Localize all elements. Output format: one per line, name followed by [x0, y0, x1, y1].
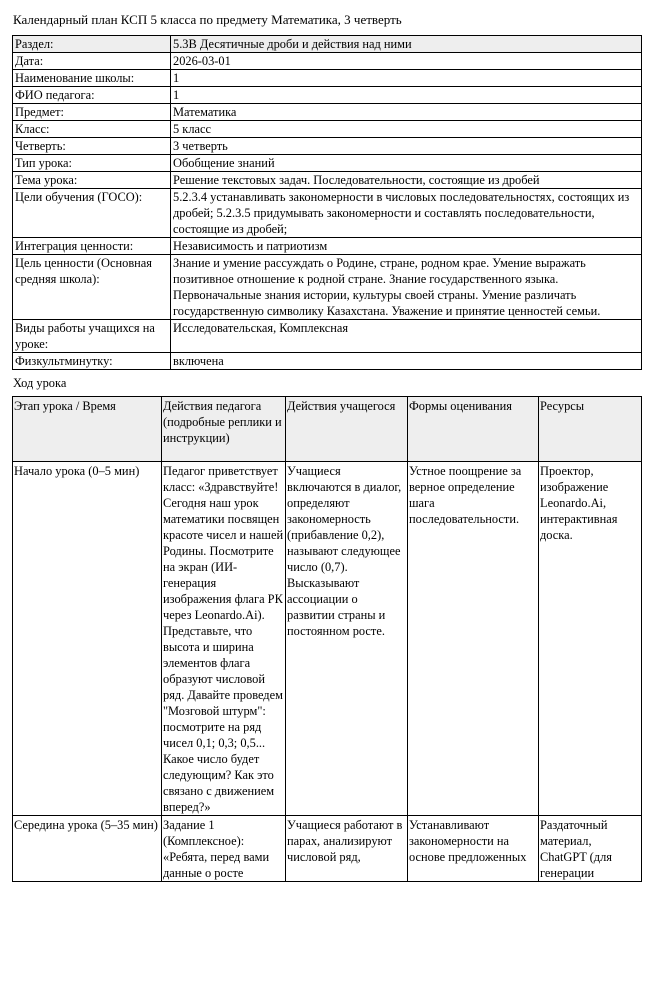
- info-value: Независимость и патриотизм: [171, 238, 642, 255]
- info-value: Исследовательская, Комплексная: [171, 320, 642, 353]
- info-row-lesson-type: [13, 155, 642, 172]
- info-row-quarter: [13, 138, 642, 155]
- info-value: 1: [171, 87, 642, 104]
- info-label: Виды работы учащихся на уроке:: [13, 320, 171, 353]
- info-row-teacher: [13, 87, 642, 104]
- info-label: Тема урока:: [13, 172, 171, 189]
- lesson-row-middle: [13, 816, 642, 882]
- lesson-flow-heading: Ход урока: [13, 376, 67, 390]
- student-actions-cell: Учащиеся включаются в диалог, определяют закономерность (прибавление 0,2), называют следующее число (0,7). Высказывают ассоциации о развитии страны и постоянном росте.: [286, 462, 408, 816]
- info-row-school: [13, 70, 642, 87]
- info-value: 5.3В Десятичные дроби и действия над ними: [171, 36, 642, 53]
- info-value: Обобщение знаний: [171, 155, 642, 172]
- info-value: Математика: [171, 104, 642, 121]
- teacher-actions-cell: Педагог приветствует класс: «Здравствуйте! Сегодня наш урок математики посвящен красоте чисел и нашей Родины. Посмотрите на экран (ИИ-генерация изображения флага РК через Leonardo.Ai). Представьте, что высота и ширина элементов флага образуют числовой ряд. Давайте проведем "Мозговой штурм": посмотрите на ряд чисел 0,1; 0,3; 0,5... Какое число будет следующим? Как это связано с движением вперед?»: [162, 462, 286, 816]
- stage-cell: Начало урока (0–5 мин): [13, 462, 162, 816]
- info-value: 3 четверть: [171, 138, 642, 155]
- lesson-table-header: [13, 397, 642, 462]
- lesson-flow-table: [12, 396, 642, 882]
- info-value: 1: [171, 70, 642, 87]
- info-row-grade: [13, 121, 642, 138]
- info-label: Раздел:: [13, 36, 171, 53]
- info-label: ФИО педагога:: [13, 87, 171, 104]
- info-row-date: [13, 53, 642, 70]
- document-title: Календарный план КСП 5 класса по предмету Математика, 3 четверть: [13, 12, 402, 27]
- assessment-cell: Устанавливают закономерности на основе предложенных: [408, 816, 539, 882]
- info-row-section: [13, 36, 642, 53]
- info-row-pe: [13, 353, 642, 370]
- info-label: Класс:: [13, 121, 171, 138]
- info-label: Физкультминутку:: [13, 353, 171, 370]
- info-row-values: [13, 238, 642, 255]
- column-header-assessment: Формы оценивания: [408, 397, 539, 462]
- info-label: Дата:: [13, 53, 171, 70]
- info-label: Предмет:: [13, 104, 171, 121]
- info-value: 5.2.3.4 устанавливать закономерности в числовых последовательностях, состоящих из дробей; 5.2.3.5 придумывать закономерности и составлять последовательности, состоящие из дробей;: [171, 189, 642, 238]
- info-label: Цель ценности (Основная средняя школа):: [13, 255, 171, 320]
- lesson-row-start: [13, 462, 642, 816]
- stage-cell: Середина урока (5–35 мин): [13, 816, 162, 882]
- resources-cell: Раздаточный материал, ChatGPT (для генерации: [539, 816, 642, 882]
- info-row-subject: [13, 104, 642, 121]
- column-header-resources: Ресурсы: [539, 397, 642, 462]
- teacher-actions-cell: Задание 1 (Комплексное): «Ребята, перед вами данные о росте: [162, 816, 286, 882]
- column-header-student: Действия учащегося: [286, 397, 408, 462]
- info-value: Решение текстовых задач. Последовательности, состоящие из дробей: [171, 172, 642, 189]
- info-row-work-types: [13, 320, 642, 353]
- assessment-cell: Устное поощрение за верное определение шага последовательности.: [408, 462, 539, 816]
- info-row-value-goal: [13, 255, 642, 320]
- info-label: Тип урока:: [13, 155, 171, 172]
- column-header-stage: Этап урока / Время: [13, 397, 162, 462]
- info-value: 2026-03-01: [171, 53, 642, 70]
- info-label: Четверть:: [13, 138, 171, 155]
- info-row-goals: [13, 189, 642, 238]
- info-value: 5 класс: [171, 121, 642, 138]
- info-row-topic: [13, 172, 642, 189]
- resources-cell: Проектор, изображение Leonardo.Ai, интерактивная доска.: [539, 462, 642, 816]
- lesson-info-table: [12, 35, 642, 370]
- info-value: Знание и умение рассуждать о Родине, стране, родном крае. Умение выражать позитивное отношение к родной стране. Знание государственного языка. Первоначальные знания истории, культуры своей страны. Умение различать государственную символику Казахстана. Уважение и принятие ценностей семьи.: [171, 255, 642, 320]
- info-label: Интеграция ценности:: [13, 238, 171, 255]
- column-header-teacher: Действия педагога (подробные реплики и инструкции): [162, 397, 286, 462]
- info-label: Цели обучения (ГОСО):: [13, 189, 171, 238]
- student-actions-cell: Учащиеся работают в парах, анализируют числовой ряд,: [286, 816, 408, 882]
- info-value: включена: [171, 353, 642, 370]
- info-label: Наименование школы:: [13, 70, 171, 87]
